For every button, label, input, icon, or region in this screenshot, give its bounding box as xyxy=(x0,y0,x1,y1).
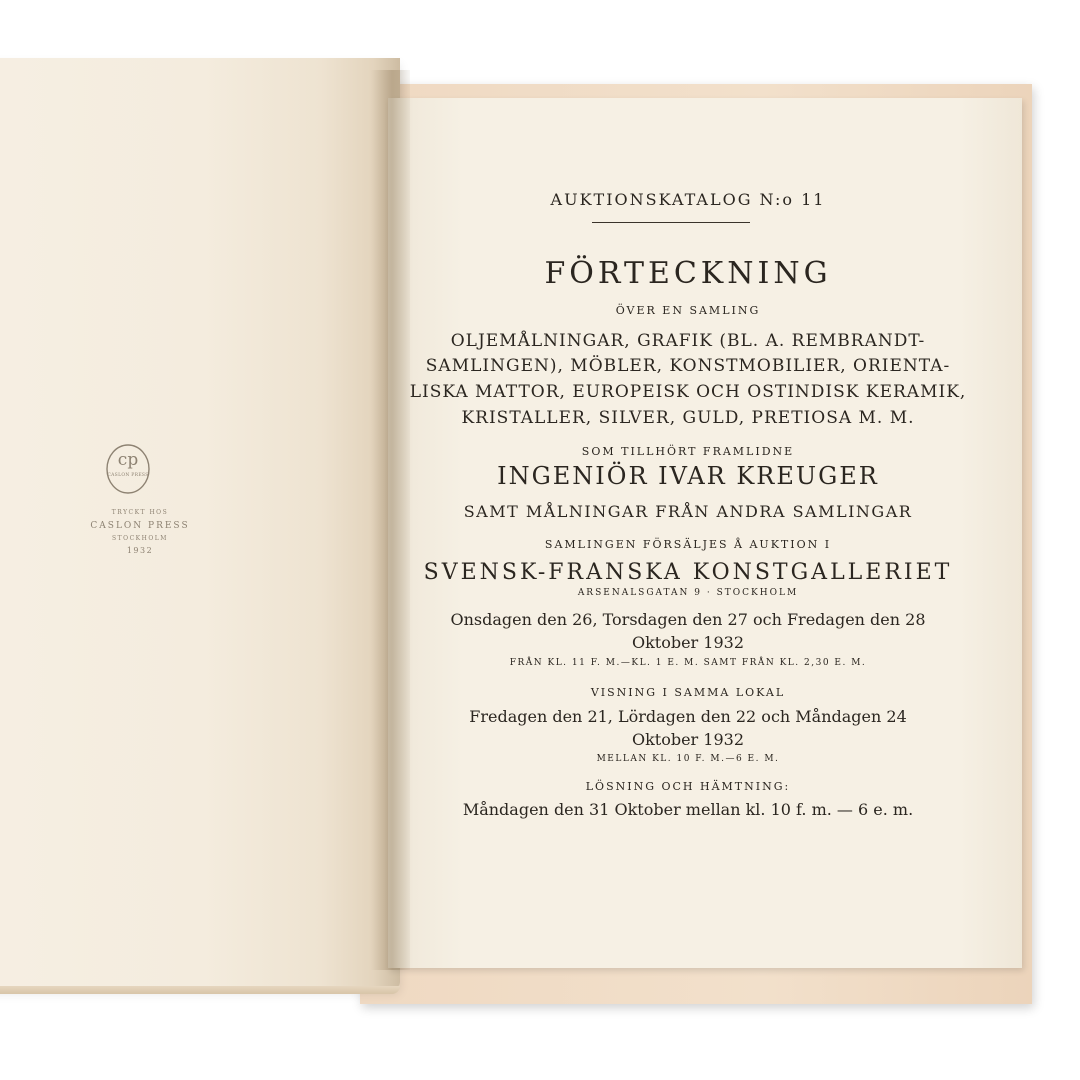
imprint-press-name: CASLON PRESS xyxy=(90,521,190,531)
item-line: SAMLINGEN), MÖBLER, KONSTMOBILIER, ORIENTA- xyxy=(425,356,951,376)
viewing-intro: VISNING I SAMMA LOKAL xyxy=(590,686,786,699)
catalog-label: AUKTIONSKATALOG N:o 11 xyxy=(550,190,826,209)
item-line: KRISTALLER, SILVER, GULD, PRETIOSA M. M. xyxy=(461,408,915,428)
item-line: LISKA MATTOR, EUROPEISK OCH OSTINDISK KERAMIK, xyxy=(409,382,967,402)
imprint-year: 1932 xyxy=(126,546,154,555)
page-title: FÖRTECKNING xyxy=(544,256,832,291)
auction-dates: Onsdagen den 26, Torsdagen den 27 och Fredagen den 28 xyxy=(450,610,926,629)
right-page xyxy=(388,98,1022,968)
auction-hours: FRÅN KL. 11 F. M.—KL. 1 E. M. SAMT FRÅN KL. 2,30 E. M. xyxy=(509,658,867,668)
pickup-time: Måndagen den 31 Oktober mellan kl. 10 f. m. — 6 e. m. xyxy=(462,800,914,819)
viewing-hours: MELLAN KL. 10 F. M.—6 E. M. xyxy=(596,754,780,764)
other-collections: SAMT MÅLNINGAR FRÅN ANDRA SAMLINGAR xyxy=(463,502,913,521)
sale-intro: SAMLINGEN FÖRSÄLJES Å AUKTION I xyxy=(544,538,832,551)
gallery-address: ARSENALSGATAN 9 · STOCKHOLM xyxy=(577,588,799,598)
auction-month: Oktober 1932 xyxy=(631,633,745,652)
imprint-city: STOCKHOLM xyxy=(112,535,168,542)
logo-subtext: CASLON PRESS xyxy=(107,473,149,478)
caslon-press-logo xyxy=(105,443,151,495)
gallery-name: SVENSK-FRANSKA KONSTGALLERIET xyxy=(423,560,953,585)
title-rule xyxy=(592,222,750,223)
logo-monogram: cp xyxy=(117,450,139,470)
subheading: ÖVER EN SAMLING xyxy=(615,304,761,317)
viewing-month: Oktober 1932 xyxy=(631,730,745,749)
pickup-intro: LÖSNING OCH HÄMTNING: xyxy=(585,780,791,793)
owner-intro: SOM TILLHÖRT FRAMLIDNE xyxy=(581,445,795,458)
owner-name: INGENIÖR IVAR KREUGER xyxy=(497,462,879,490)
item-line: OLJEMÅLNINGAR, GRAFIK (BL. A. REMBRANDT- xyxy=(450,331,926,351)
imprint-printed-by: TRYCKT HOS xyxy=(111,509,169,516)
viewing-dates: Fredagen den 21, Lördagen den 22 och Måndagen 24 xyxy=(469,707,907,726)
